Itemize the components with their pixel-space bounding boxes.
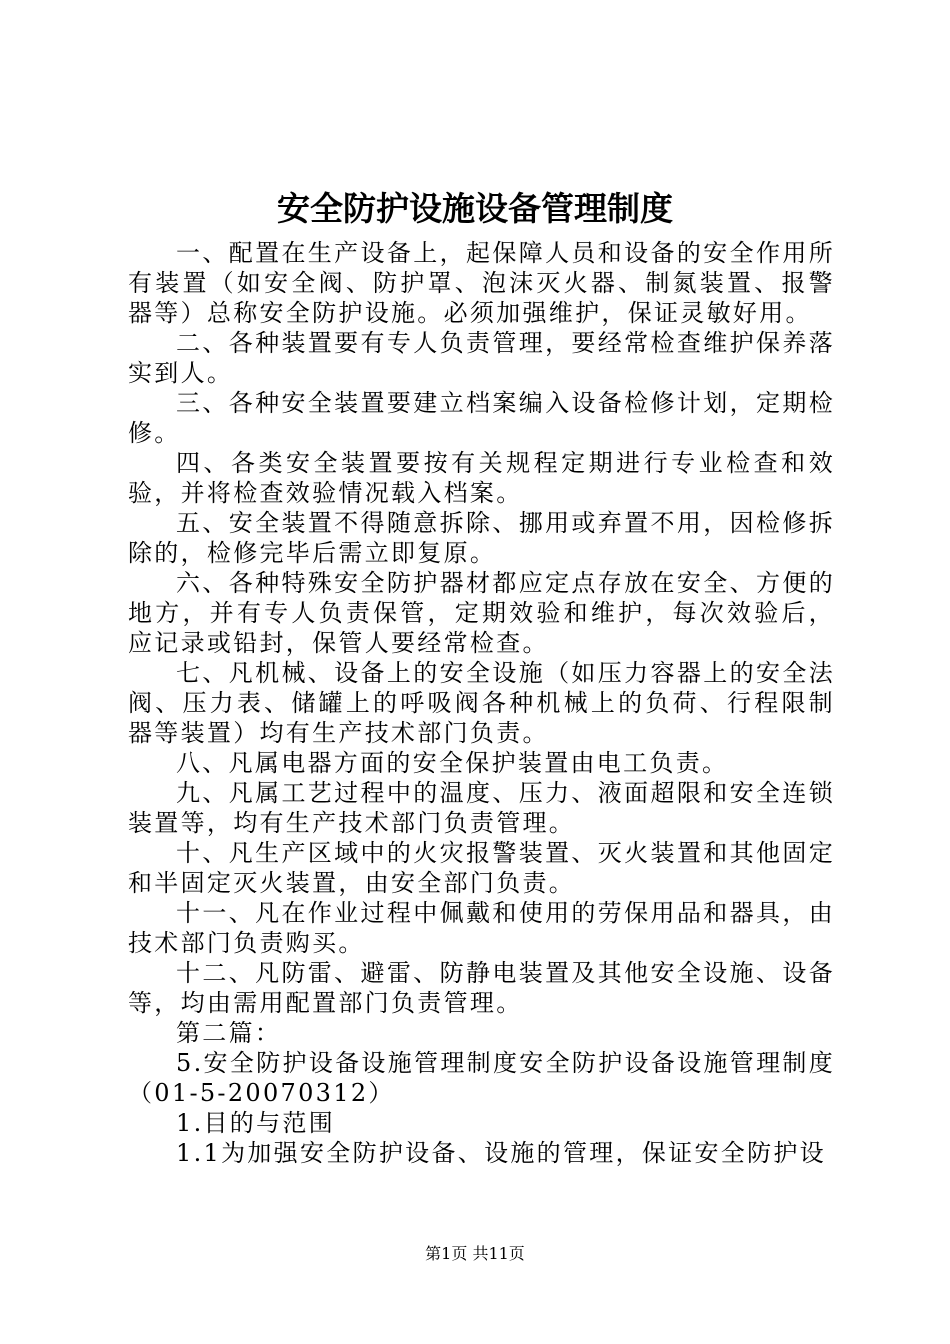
paragraph-11: 十一、凡在作业过程中佩戴和使用的劳保用品和器具，由技术部门负责购买。: [128, 899, 835, 957]
paragraph-10: 十、凡生产区域中的火灾报警装置、灭火装置和其他固定和半固定灭火装置，由安全部门负责。: [128, 839, 835, 897]
page-number-footer: 第1页 共11页: [425, 1244, 525, 1263]
paragraph-7: 七、凡机械、设备上的安全设施（如压力容器上的安全法阀、压力表、储罐上的呼吸阀各种机械上的负荷、行程限制器等装置）均有生产技术部门负责。: [128, 659, 835, 747]
paragraph-2: 二、各种装置要有专人负责管理，要经常检查维护保养落实到人。: [128, 329, 835, 387]
paragraph-12: 十二、凡防雷、避雷、防静电装置及其他安全设施、设备等，均由需用配置部门负责管理。: [128, 959, 835, 1017]
document-title: 安全防护设施设备管理制度: [277, 189, 673, 228]
document-body: [128, 238, 835, 1168]
paragraph-4: 四、各类安全装置要按有关规程定期进行专业检查和效验，并将检查效验情况载入档案。: [128, 449, 835, 507]
paragraph-3: 三、各种安全装置要建立档案编入设备检修计划，定期检修。: [128, 389, 835, 447]
paragraph-1: 一、配置在生产设备上，起保障人员和设备的安全作用所有装置（如安全阀、防护罩、泡沫灭火器、制氮装置、报警器等）总称安全防护设施。必须加强维护，保证灵敏好用。: [128, 239, 835, 327]
paragraph-9: 九、凡属工艺过程中的温度、压力、液面超限和安全连锁装置等，均有生产技术部门负责管理。: [128, 779, 835, 837]
paragraph-13: 5.安全防护设备设施管理制度安全防护设备设施管理制度（01-5-20070312）: [128, 1049, 835, 1107]
section-heading-purpose-scope: 1.目的与范围: [176, 1109, 335, 1137]
paragraph-8: 八、凡属电器方面的安全保护装置由电工负责。: [176, 749, 729, 777]
paragraph-5: 五、安全装置不得随意拆除、挪用或弃置不用，因检修拆除的，检修完毕后需立即复原。: [128, 509, 835, 567]
paragraph-6: 六、各种特殊安全防护器材都应定点存放在安全、方便的地方，并有专人负责保管，定期效验和维护，每次效验后，应记录或铅封，保管人要经常检查。: [128, 569, 835, 657]
section-heading-part-two: 第二篇：: [176, 1019, 282, 1047]
paragraph-14: 1.1为加强安全防护设备、设施的管理，保证安全防护设: [176, 1139, 826, 1167]
